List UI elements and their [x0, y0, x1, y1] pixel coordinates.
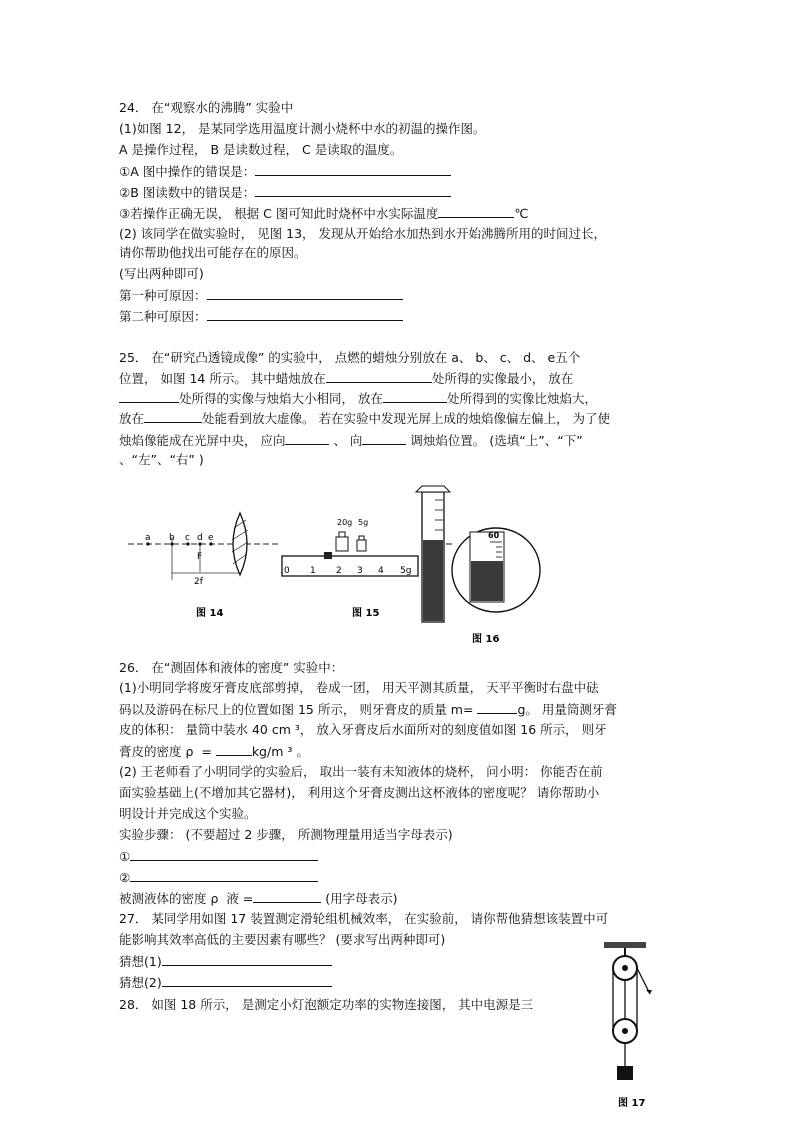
- figure-14: [128, 513, 280, 619]
- answer-blank[interactable]: [130, 869, 318, 882]
- q24-item1: [119, 163, 451, 180]
- answer-blank[interactable]: [207, 287, 403, 300]
- label-d: d: [197, 533, 203, 543]
- fig17-caption: 图 17: [618, 1098, 646, 1109]
- guess2-label: 猜想(2): [119, 975, 162, 990]
- reason2-label: 第二种可原因：: [119, 309, 207, 324]
- q25-line5: [119, 432, 583, 449]
- rider: [324, 552, 332, 559]
- q27-guess1: [119, 953, 332, 970]
- q25-line2: [119, 370, 573, 387]
- answer-blank[interactable]: [119, 390, 179, 403]
- q25-text: 处所得的实像与烛焰大小相同， 放在: [179, 391, 383, 406]
- q27-line1: 27． 某同学用如图 17 装置测定滑轮组机械效率， 在实验前， 请你帮他猜想该装置中可: [119, 911, 609, 926]
- answer-blank[interactable]: [255, 184, 451, 197]
- q24-hint: (写出两种即可): [119, 266, 204, 281]
- weight-20g-knob: [339, 532, 345, 537]
- guess1-label: 猜想(1): [119, 954, 162, 969]
- q25-text: 、 向: [329, 433, 363, 448]
- q26-text: kg/m ³ 。: [251, 744, 309, 759]
- figure-15: [282, 518, 418, 576]
- q24-item3-text: ③若操作正确无误， 根据 C 图可知此时烧杯中水实际温度: [119, 206, 439, 221]
- q24-part1-desc: A 是操作过程， B 是读数过程， C 是读取的温度。: [119, 142, 403, 157]
- q25-text: 调烛焰位置。 (选填“上”、“下”: [406, 433, 583, 448]
- q26-p5: (2) 王老师看了小明同学的实验后， 取出一装有未知液体的烧杯， 问小明： 你能否在前: [119, 764, 603, 779]
- q26-text: 被测液体的密度 ρ 液 =: [119, 891, 254, 906]
- magnified-liquid: [471, 561, 503, 601]
- q26-p6: 面实验基础上(不增加其它器材)， 利用这个牙膏皮测出这杯液体的密度呢？ 请你帮助小: [119, 785, 600, 800]
- answer-blank[interactable]: [438, 205, 514, 218]
- step2-label: ②: [119, 870, 131, 885]
- step1-label: ①: [119, 849, 131, 864]
- q26-text: 膏皮的密度 ρ =: [119, 744, 216, 759]
- answer-blank[interactable]: [162, 974, 332, 987]
- q26-p2: [119, 701, 617, 718]
- fixed-pulley-axle: [622, 965, 628, 971]
- q24-reason2: [119, 308, 403, 325]
- label-b: b: [169, 533, 175, 543]
- ceiling: [604, 942, 646, 948]
- label-f: F: [197, 552, 203, 562]
- fig15-caption: 图 15: [352, 608, 380, 619]
- q25-line1: 25． 在“研究凸透镜成像” 的实验中， 点燃的蜡烛分别放在 a、 b、 c、 d、 e五个: [119, 350, 581, 365]
- q26-p3: 皮的体积： 量筒中装水 40 cm ³， 放入牙膏皮后水面所对的刻度值如图 16 所示， 则牙: [119, 722, 607, 737]
- q24-item2-text: ②B 图读数中的错误是：: [119, 185, 256, 200]
- weight-5g-knob: [359, 536, 364, 540]
- q25-text: 烛焰像能成在光屏中央， 应向: [119, 433, 286, 448]
- q26-title: 26． 在“测固体和液体的密度” 实验中：: [119, 660, 344, 675]
- answer-blank[interactable]: [383, 390, 447, 403]
- q24-reason1: [119, 287, 403, 304]
- figures-14-16: [110, 480, 550, 650]
- tick-label: 1: [310, 566, 316, 576]
- q24-part2-cont: 请你帮助他找出可能存在的原因。: [119, 245, 307, 260]
- q27-guess2: [119, 974, 332, 991]
- q27-line2: 能影响其效率高低的主要因素有哪些？ (要求写出两种即可): [119, 932, 446, 947]
- answer-blank[interactable]: [144, 410, 202, 423]
- fig16-caption: 图 16: [472, 634, 500, 645]
- celsius-unit: ℃: [514, 206, 529, 221]
- q24-part2: (2) 该同学在做实验时， 见图 13， 发现从开始给水加热到水开始沸腾所用的时间过长，: [119, 226, 607, 241]
- answer-blank[interactable]: [216, 743, 252, 756]
- q26-p8: 实验步骤： (不要超过 2 步骤， 所测物理量用适当字母表示): [119, 827, 453, 842]
- q26-p7: 明设计并完成这个实验。: [119, 806, 257, 821]
- weight-5g-label: 5g: [358, 518, 369, 527]
- weight-20g-label: 20g: [337, 518, 353, 527]
- answer-blank[interactable]: [130, 848, 318, 861]
- answer-blank[interactable]: [207, 308, 403, 321]
- tick-label: 0: [284, 566, 290, 576]
- figure-16: [416, 486, 540, 645]
- q26-text: (用字母表示): [321, 891, 398, 906]
- weight-5g: [357, 540, 366, 551]
- cylinder-rim: [416, 486, 450, 492]
- label-c: c: [185, 533, 190, 543]
- answer-blank[interactable]: [326, 370, 432, 383]
- movable-pulley-axle: [622, 1028, 628, 1034]
- answer-blank[interactable]: [162, 953, 332, 966]
- weight-20g: [336, 537, 348, 551]
- q25-text: 位置， 如图 14 所示。 其中蜡烛放在: [119, 371, 326, 386]
- tick-label: 4: [378, 566, 384, 576]
- liquid-column: [423, 540, 443, 621]
- q24-title: 24． 在“观察水的沸腾” 实验中: [119, 100, 294, 115]
- q25-line6: 、“左”、“右” ): [119, 452, 204, 467]
- label-2f: 2f: [194, 577, 203, 587]
- q26-text: 码以及游码在标尺上的位置如图 15 所示， 则牙膏皮的质量 m=: [119, 702, 478, 717]
- tick-label: 2: [336, 566, 342, 576]
- q28-line1: 28． 如图 18 所示， 是测定小灯泡额定功率的实物连接图， 其中电源是三: [119, 997, 534, 1012]
- reason1-label: 第一种可原因：: [119, 288, 207, 303]
- q24-item1-text: ①A 图中操作的错误是：: [119, 164, 256, 179]
- q26-step2: [119, 869, 318, 886]
- answer-blank[interactable]: [477, 701, 517, 714]
- answer-blank[interactable]: [362, 432, 406, 445]
- q25-text: 处能看到放大虚像。 若在实验中发现光屏上成的烛焰像偏左偏上， 为了使: [202, 411, 610, 426]
- answer-blank[interactable]: [253, 890, 321, 903]
- fig14-caption: 图 14: [196, 608, 224, 619]
- q25-text: 处所得到的实像比烛焰大，: [446, 391, 597, 406]
- weight-block: [617, 1066, 633, 1080]
- q24-item3: [119, 205, 528, 222]
- label-e: e: [208, 533, 214, 543]
- tick-label: 3: [357, 566, 363, 576]
- figure-17: [596, 936, 666, 1112]
- q25-line4: [119, 410, 610, 427]
- q24-item2: [119, 184, 451, 201]
- rider-scale: [282, 556, 418, 576]
- mark-60: 60: [488, 531, 500, 540]
- q25-text: 放在: [119, 411, 145, 426]
- q26-p9: [119, 890, 398, 907]
- q24-part1: (1)如图 12， 是某同学选用温度计测小烧杯中水的初温的操作图。: [119, 121, 486, 136]
- q26-step1: [119, 848, 318, 865]
- q26-p1: (1)小明同学将废牙膏皮底部剪掉， 卷成一团， 用天平测其质量， 天平平衡时右盘中砝: [119, 680, 599, 695]
- q25-line3: [119, 390, 597, 407]
- q26-text: g。 用量筒测牙膏: [517, 702, 617, 717]
- label-a: a: [145, 533, 151, 543]
- answer-blank[interactable]: [285, 432, 329, 445]
- q26-p4: [119, 743, 309, 760]
- q25-text: 处所得的实像最小， 放在: [431, 371, 574, 386]
- tick-label: 5g: [400, 566, 412, 576]
- answer-blank[interactable]: [255, 163, 451, 176]
